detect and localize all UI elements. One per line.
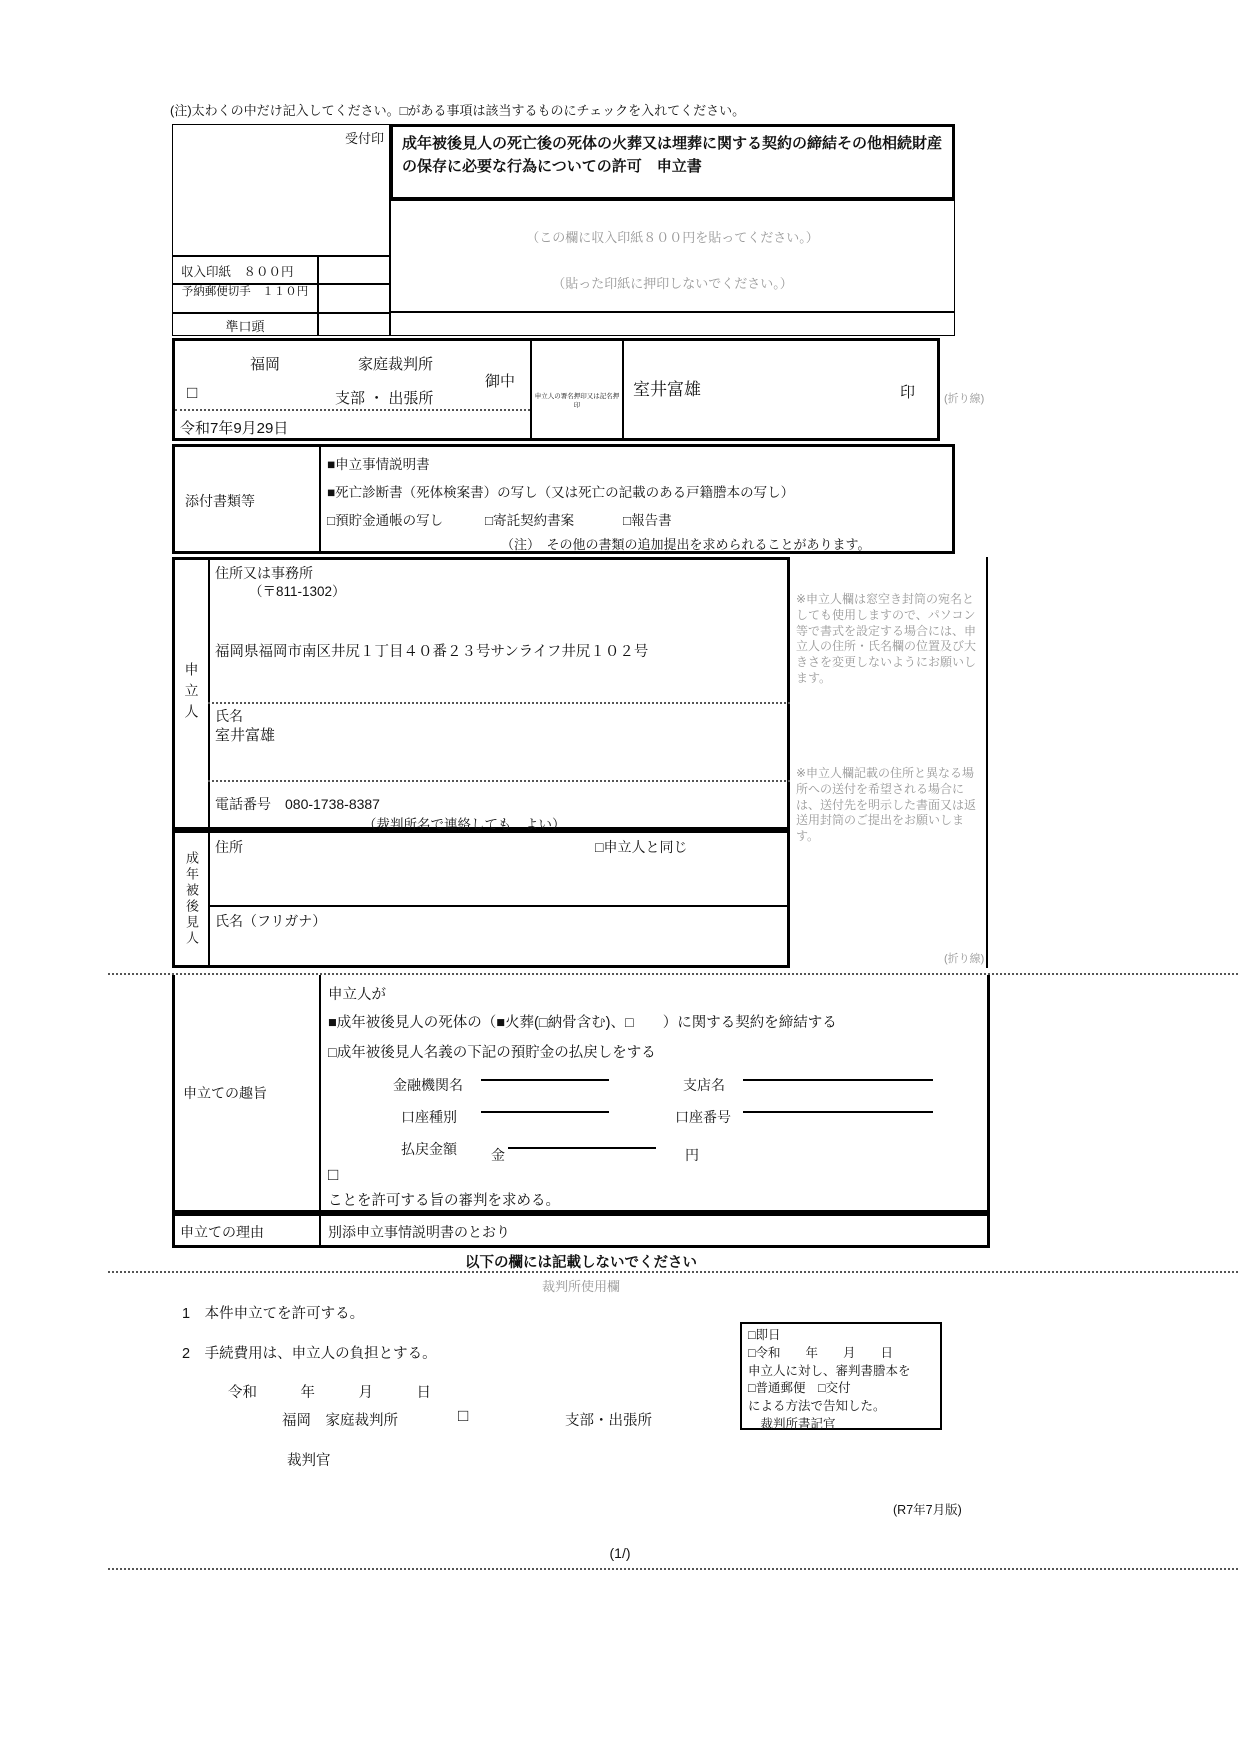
fill-instruction-note: (注)太わくの中だけ記入してください。□がある事項は該当するものにチェックを入れてください。: [170, 103, 746, 118]
account-type-label: 口座種別: [401, 1109, 457, 1125]
stamp-paste-note: （この欄に収入印紙８００円を貼ってください。）: [526, 230, 819, 245]
refund-amount-field[interactable]: [508, 1129, 656, 1149]
divider: [319, 975, 321, 1210]
junkoto-cell: [318, 313, 390, 336]
other-method-checkbox[interactable]: □: [624, 1015, 634, 1031]
branch-checkbox[interactable]: □: [187, 383, 198, 402]
fold-column-line: [986, 557, 988, 968]
notify-same-day-option[interactable]: □即日: [748, 1328, 781, 1342]
divider: [530, 341, 532, 438]
applicant-phone-label: 電話番号: [215, 796, 271, 812]
cremation-checkbox[interactable]: ■: [496, 1015, 506, 1031]
reception-stamp-label: 受付印: [344, 131, 384, 146]
applicant-postal-code: （〒811-1302）: [249, 584, 346, 599]
purpose-option-text: 成年被後見人の死体の（: [336, 1015, 497, 1031]
fold-line-label-1: (折り線): [944, 393, 985, 405]
applicant-box: [172, 557, 790, 830]
attachments-label: 添付書類等: [185, 493, 255, 509]
reason-box: [172, 1213, 990, 1248]
ossuary-checkbox[interactable]: □: [538, 1015, 548, 1031]
attachment-item: [485, 509, 574, 529]
applicant-vertical-label-cell: [175, 560, 208, 827]
bank-name-label: 金融機関名: [393, 1077, 463, 1093]
purpose-other-checkbox[interactable]: □: [328, 1165, 339, 1184]
branch-name-label: 支店名: [683, 1077, 725, 1093]
purpose-label: 申立ての趣旨: [183, 1085, 267, 1101]
attachment-item: [327, 453, 430, 473]
side-note-envelope: ※申立人欄は窓空き封筒の宛名としても使用しますので、パソコン等で書式を設定する場合には、申立人の住所・氏名欄の位置及び大きさを変更しないようにお願いします。: [796, 592, 977, 686]
fold-dotted-line-2: [108, 1271, 1238, 1273]
attachment-label: 申立事情説明書: [335, 457, 430, 472]
junkoto-label: 準口頭: [172, 313, 318, 336]
stamp-paste-area: [390, 200, 955, 312]
applicant-divider-1: [208, 702, 790, 704]
attachment-label: 寄託契約書案: [493, 513, 575, 528]
divider: [208, 833, 210, 965]
purpose-option-text: 納骨含む)、: [547, 1015, 625, 1031]
do-not-write-notice: 以下の欄には記載しないでください: [465, 1255, 697, 1271]
fold-line-label-2: (折り線): [944, 953, 985, 965]
court-cell-divider: [175, 409, 530, 411]
court-use-item-1: 1 本件申立てを許可する。: [182, 1306, 365, 1322]
notify-text-1: 申立人に対し、審判書謄本を: [748, 1363, 911, 1378]
attachment-label: 死亡診断書（死体検案書）の写し（又は死亡の記載のある戸籍謄本の写し）: [335, 485, 795, 500]
same-as-applicant-label: 申立人と同じ: [603, 839, 688, 855]
attachment-checkbox-deposit-contract[interactable]: □: [485, 513, 494, 528]
applicant-name-value: 室井富雄: [215, 727, 276, 744]
applicant-vertical-label: 申立人: [183, 662, 200, 725]
court-use-label: 裁判所使用欄: [541, 1279, 620, 1294]
applicant-phone-row: [215, 794, 380, 814]
page-number: (1/): [609, 1545, 631, 1561]
court-use-date-blank: 令和 年 月 日: [228, 1385, 431, 1401]
court-place: 福岡: [250, 356, 281, 373]
ward-box: [172, 830, 790, 968]
attachment-checkbox-report[interactable]: □: [623, 513, 632, 528]
signature-note: 申立人の署名押印又は記名押印: [534, 393, 620, 409]
fold-dotted-line-3: [108, 1568, 1238, 1570]
account-number-label: 口座番号: [675, 1109, 731, 1125]
applicant-signature-name: 室井富雄: [633, 380, 701, 399]
attachment-item: [623, 509, 672, 529]
court-clerk-label: 裁判所書記官: [748, 1416, 836, 1431]
seal-mark: 印: [900, 384, 916, 401]
notify-text-2: による方法で告知した。: [748, 1399, 886, 1413]
reason-label: 申立ての理由: [180, 1224, 264, 1240]
prepaid-postage: 予納郵便切手 １１０円: [172, 284, 318, 313]
prepaid-postage-cell: [318, 284, 390, 313]
amount-prefix: 金: [491, 1147, 505, 1163]
bank-name-field[interactable]: [481, 1061, 609, 1081]
branch-label: 支部 ・ 出張所: [335, 390, 434, 407]
ward-vertical-label-cell: [175, 833, 208, 965]
notify-method-options[interactable]: □普通郵便 □交付: [748, 1381, 851, 1396]
divider: [208, 560, 210, 827]
side-note-mailing: ※申立人欄記載の住所と異なる場所への送付を希望される場合には、送付先を明示した書面又は返送用封筒のご提出をお願いします。: [796, 766, 977, 844]
stamp-no-seal-note: （貼った印紙に押印しないでください。）: [552, 276, 793, 291]
reason-value: 別添申立事情説明書のとおり: [328, 1224, 510, 1240]
branch-name-field[interactable]: [743, 1061, 933, 1081]
divider: [319, 1216, 321, 1245]
applicant-address-value: 福岡県福岡市南区井尻１丁目４０番２３号サンライフ井尻１０２号: [215, 644, 649, 660]
top-table-bottom-strip: [390, 312, 955, 336]
withdrawal-checkbox[interactable]: □: [328, 1045, 337, 1061]
attachment-item: [327, 481, 794, 501]
attachment-item: [327, 509, 443, 529]
same-as-applicant-checkbox[interactable]: □: [595, 839, 604, 855]
revenue-stamp-fee-cell: [318, 256, 390, 284]
notification-box: [740, 1322, 942, 1430]
amount-suffix: 円: [685, 1147, 699, 1163]
account-type-field[interactable]: [481, 1093, 609, 1113]
notify-date-option[interactable]: □令和 年 月 日: [748, 1345, 894, 1360]
ward-row-divider: [208, 905, 790, 907]
ward-vertical-label: 成年被後見人: [184, 851, 199, 947]
applicant-divider-2: [208, 780, 790, 782]
court-honorific: 御中: [485, 373, 516, 390]
applicant-address-label: 住所又は事務所: [215, 565, 313, 581]
cremation-contract-checkbox[interactable]: ■: [328, 1015, 337, 1031]
revenue-stamp-fee: 収入印紙 ８００円: [172, 256, 318, 284]
refund-amount-label: 払戻金額: [401, 1141, 457, 1157]
court-use-branch-checkbox[interactable]: □: [458, 1406, 469, 1425]
court-signature-box: [172, 338, 940, 441]
purpose-option-cremation: [328, 1011, 837, 1032]
ward-name-label: 氏名（フリガナ）: [215, 913, 327, 929]
judge-label: 裁判官: [287, 1453, 331, 1469]
applicant-name-label: 氏名: [215, 708, 243, 724]
purpose-box: [172, 975, 990, 1213]
purpose-option-text: 火葬(: [505, 1015, 539, 1031]
form-version: (R7年7月版): [893, 1503, 962, 1517]
purpose-closing: ことを許可する旨の審判を求める。: [328, 1193, 560, 1209]
purpose-option-text: ）に関する契約を締結する: [633, 1015, 837, 1031]
court-use-item-2: 2 手続費用は、申立人の負担とする。: [182, 1346, 437, 1362]
court-use-branch-label: 支部・出張所: [565, 1413, 652, 1429]
attachment-checkbox-petition-statement[interactable]: ■: [327, 457, 336, 472]
purpose-option-text: 成年被後見人名義の下記の預貯金の払戻しをする: [336, 1045, 656, 1061]
applicant-phone-note: （裁判所名で連絡しても よい）: [363, 817, 566, 832]
divider: [622, 341, 624, 438]
account-number-field[interactable]: [743, 1093, 933, 1113]
applicant-phone-value: 080-1738-8387: [285, 796, 380, 812]
attachment-label: 預貯金通帳の写し: [335, 513, 444, 528]
form-title: 成年被後見人の死亡後の死体の火葬又は埋葬に関する契約の締結その他相続財産の保存に必要な行為についての許可 申立書: [390, 124, 955, 200]
application-date: 令和7年9月29日: [180, 420, 289, 437]
reception-stamp-box: [172, 124, 390, 256]
attachments-box: [172, 444, 955, 554]
court-use-court-name: 福岡 家庭裁判所: [282, 1413, 398, 1429]
ward-address-label: 住所: [215, 839, 243, 855]
purpose-option-withdrawal: [328, 1041, 656, 1062]
divider: [319, 447, 321, 551]
attachment-checkbox-death-certificate[interactable]: ■: [327, 485, 336, 500]
attachment-label: 報告書: [631, 513, 672, 528]
purpose-intro: 申立人が: [328, 987, 386, 1003]
attachment-checkbox-passbook-copy[interactable]: □: [327, 513, 336, 528]
ward-same-as-applicant: [595, 837, 687, 857]
court-kind: 家庭裁判所: [358, 356, 434, 373]
attachments-note: （注） その他の書類の追加提出を求められることがあります。: [501, 537, 871, 552]
